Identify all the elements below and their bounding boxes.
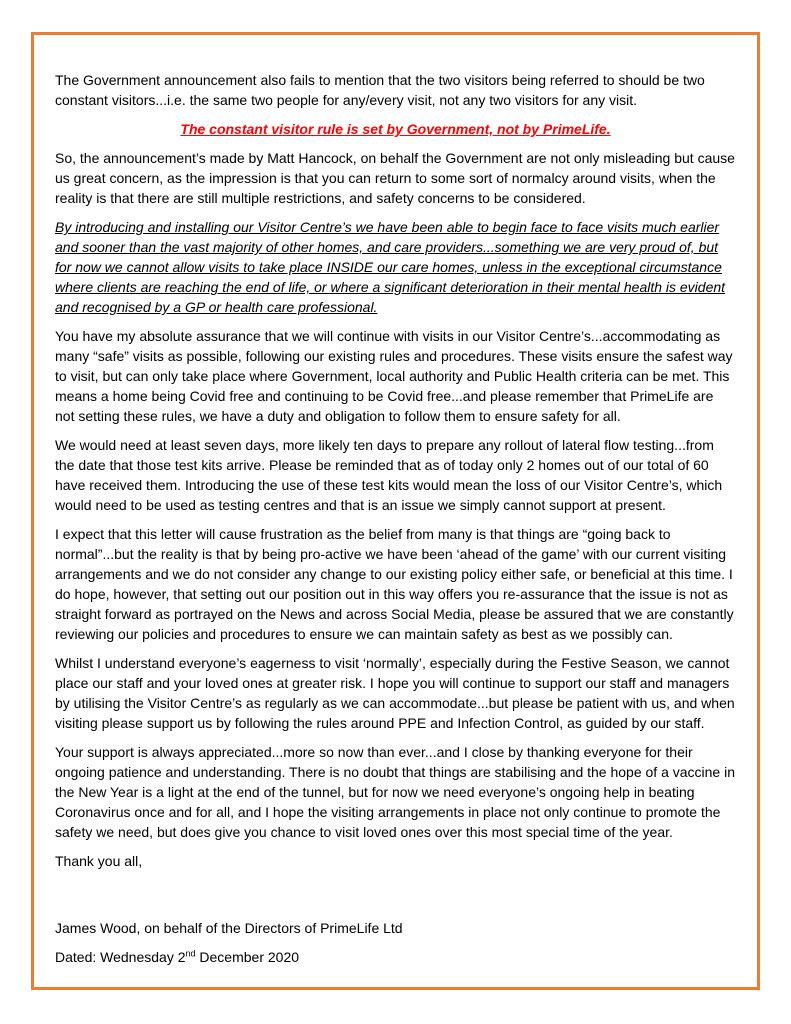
date-suffix: December 2020 bbox=[195, 949, 300, 965]
paragraph-announcement: So, the announcement’s made by Matt Hancock, on behalf the Government are not only misleading but cause us great concern, as the impression is that you can return to some sort of normalcy around visits, when the reality is that there are still multiple restrictions, and safety concerns to be considered. bbox=[55, 150, 735, 206]
paragraph-frustration: I expect that this letter will cause frustration as the belief from many is that things are “going back to normal”...but the reality is that by being pro-active we have been ‘ahead of the game’ with our current visiting arrangements and we do not consider any change to our existing policy either safe, or beneficial at this time. I do hope, however, that setting out our position out in this way offers you re-assurance that the issue is not as straight forward as portrayed on the News and across Social Media, please be assured that we are constantly reviewing our policies and procedures to ensure we can maintain safety as best as we possibly can. bbox=[55, 526, 734, 642]
paragraph-testing: We would need at least seven days, more likely ten days to prepare any rollout of lateral flow testing...from the date that those test kits arrive. Please be reminded that as of today only 2 homes out of our total of 60 have received them. Introducing the use of these test kits would mean the loss of our Visitor Centre’s, which would need to be used as testing centres and that is an issue we simply cannot support at present. bbox=[55, 437, 723, 513]
paragraph-intro: The Government announcement also fails to mention that the two visitors being referred to should be two constant visitors...i.e. the same two people for any/every visit, not any two visitors for any visit. bbox=[55, 72, 705, 108]
letter-body bbox=[34, 35, 757, 967]
date-ordinal: nd bbox=[185, 948, 196, 959]
paragraph-assurance: You have my absolute assurance that we will continue with visits in our Visitor Centre’s...accommodating as many “safe” visits as possible, following our existing rules and procedures. These visits ensure the safest way to visit, but can only take place where Government, local authority and Public Health criteria can be met. This means a home being Covid free and continuing to be Covid free...and please remember that PrimeLife are not setting these rules, we have a duty and obligation to follow them to ensure safety for all. bbox=[55, 328, 733, 424]
date-line bbox=[55, 947, 736, 967]
date-prefix: Dated: Wednesday 2 bbox=[55, 949, 186, 965]
letter-page-border bbox=[31, 32, 760, 990]
paragraph-support: Your support is always appreciated...more so now than ever...and I close by thanking everyone for their ongoing patience and understanding. There is no doubt that things are stabilising and the hope of a vaccine in the New Year is a light at the end of the tunnel, but for now we need everyone’s ongoing help in beating Coronavirus once and for all, and I hope the visiting arrangements in place not only continue to promote the safety we need, but does give you chance to visit loved ones over this most special time of the year. bbox=[55, 744, 736, 840]
signature-line: James Wood, on behalf of the Directors of PrimeLife Ltd bbox=[55, 920, 403, 936]
paragraph-festive-season: Whilst I understand everyone’s eagerness to visit ‘normally’, especially during the Festive Season, we cannot place our staff and your loved ones at greater risk. I hope you will continue to support our staff and managers by utilising the Visitor Centre’s as regularly as we can accommodate...but please be patient with us, and when visiting please support us by following the rules around PPE and Infection Control, as guided by our staff. bbox=[55, 655, 735, 731]
closing-line: Thank you all, bbox=[55, 853, 143, 869]
paragraph-visitor-centres: By introducing and installing our Visitor Centre’s we have been able to begin face to face visits much earlier and sooner than the vast majority of other homes, and care providers...something we are very proud of, but for now we cannot allow visits to take place INSIDE our care homes, unless in the exceptional circumstance where clients are reaching the end of life, or where a significant deterioration in their mental health is evident and recognised by a GP or health care professional. bbox=[55, 219, 726, 315]
notice-statement: The constant visitor rule is set by Government, not by PrimeLife. bbox=[180, 121, 611, 137]
